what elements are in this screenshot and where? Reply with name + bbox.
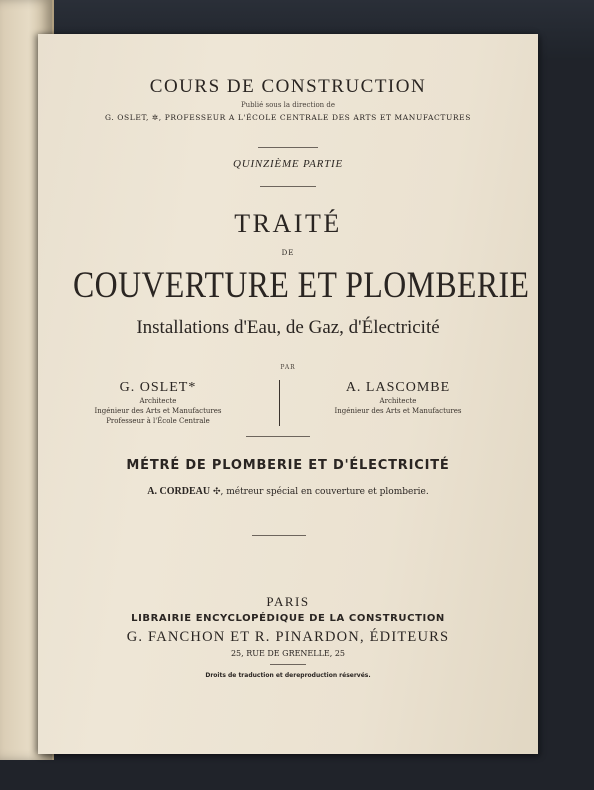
director-line: G. OSLET, ✲, PROFESSEUR A L'ÉCOLE CENTRALE DES ARTS ET MANUFACTURES [105, 113, 471, 122]
series-title: COURS DE CONSTRUCTION [149, 76, 427, 97]
section-author-role: , métreur spécial en couverture et plomberie. [220, 487, 429, 497]
section-author [38, 486, 538, 497]
published-under-text: Publié sous la direction de [240, 101, 336, 109]
publisher-house: LIBRAIRIE ENCYCLOPÉDIQUE DE LA CONSTRUCTION [131, 613, 445, 624]
rule-5 [270, 664, 306, 665]
part-number: QUINZIÈME PARTIE [232, 158, 344, 170]
rule-2 [260, 186, 316, 187]
par-label: PAR [280, 364, 296, 371]
rule-1 [258, 147, 318, 148]
section-author-name: A. CORDEAU [147, 486, 211, 497]
title-traite: TRAITÉ [234, 209, 342, 238]
publisher-city: PARIS [266, 594, 310, 609]
author-credential: Ingénieur des Arts et Manufactures [94, 407, 222, 415]
author-name: A. LASCOMBE [345, 380, 451, 395]
subtitle: Installations d'Eau, de Gaz, d'Électricité [136, 317, 440, 338]
author-credential: Professeur à l'École Centrale [106, 417, 210, 425]
section-title: MÉTRÉ DE PLOMBERIE ET D'ÉLECTRICITÉ [126, 458, 450, 473]
publisher-editors: G. FANCHON ET R. PINARDON, ÉDITEURS [126, 629, 450, 645]
main-title: COUVERTURE ET PLOMBERIE [73, 265, 530, 306]
author-oslet [48, 380, 268, 426]
rule-3 [246, 436, 310, 437]
author-name: G. OSLET* [119, 380, 197, 395]
decoration-mark-icon: ✣ [212, 487, 221, 497]
author-credential: Ingénieur des Arts et Manufactures [334, 407, 462, 415]
publisher-address: 25, RUE DE GRENELLE, 25 [230, 649, 346, 658]
authors-divider [279, 380, 280, 426]
title-de: DE [281, 249, 295, 257]
rights-notice: Droits de traduction et dereproduction réservés. [205, 672, 371, 679]
rule-4 [252, 535, 306, 536]
author-lascombe [288, 380, 508, 416]
author-credential: Architecte [379, 397, 417, 405]
title-page [38, 34, 538, 754]
author-credential: Architecte [139, 397, 177, 405]
